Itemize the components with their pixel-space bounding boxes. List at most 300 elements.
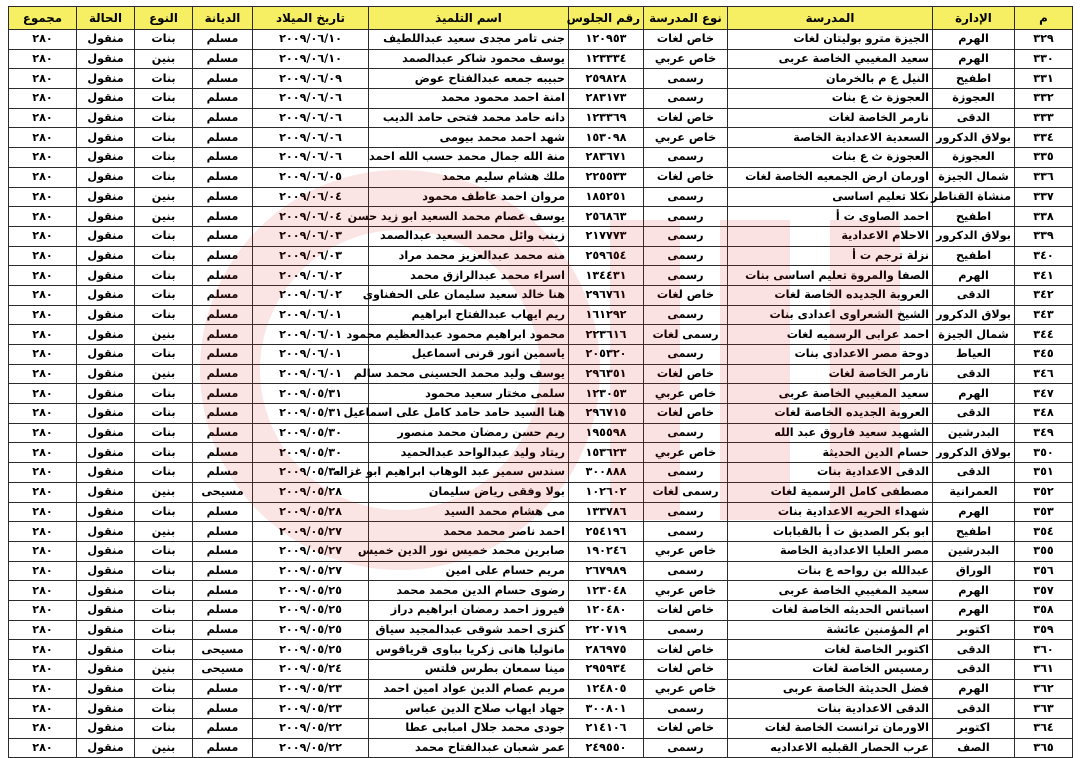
cell-total: ٢٨٠ — [9, 581, 77, 601]
cell-seat-number: ١٣٤٤٣١ — [569, 266, 644, 286]
cell-birth-date: ٢٠٠٩/٠٥/٣١ — [253, 384, 369, 404]
cell-administration: الدقى — [933, 640, 1015, 660]
cell-religion: مسلم — [193, 364, 253, 384]
cell-index: ٣٤٠ — [1015, 246, 1073, 266]
cell-gender: بنات — [135, 384, 193, 404]
cell-status: منقول — [77, 738, 135, 758]
cell-student-name: هنا السيد حامد حامد كامل على اسماعيل — [369, 404, 569, 424]
cell-index: ٣٦٠ — [1015, 640, 1073, 660]
cell-gender: بنات — [135, 226, 193, 246]
cell-seat-number: ١٢٣٠٥٣ — [569, 384, 644, 404]
cell-religion: مسلم — [193, 463, 253, 483]
cell-school-type: خاص عربي — [644, 541, 728, 561]
cell-status: منقول — [77, 541, 135, 561]
cell-school-type: خاص عربي — [644, 384, 728, 404]
cell-religion: مسلم — [193, 226, 253, 246]
cell-school: شهداء الحريه الاعدادية بنات — [728, 502, 933, 522]
cell-administration: الهرم — [933, 600, 1015, 620]
students-table — [8, 6, 1073, 758]
cell-seat-number: ١٢٣٠٤٨ — [569, 581, 644, 601]
cell-total: ٢٨٠ — [9, 226, 77, 246]
cell-school: الجيزة مترو بوليتان لغات — [728, 30, 933, 50]
cell-seat-number: ٢٩٥٩٣٤ — [569, 660, 644, 680]
cell-total: ٢٨٠ — [9, 502, 77, 522]
cell-religion: مسلم — [193, 187, 253, 207]
cell-religion: مسلم — [193, 69, 253, 89]
cell-school-type: رسمى — [644, 187, 728, 207]
cell-religion: مسلم — [193, 108, 253, 128]
cell-school-type: رسمى — [644, 699, 728, 719]
cell-birth-date: ٢٠٠٩/٠٥/٣١ — [253, 404, 369, 424]
cell-religion: مسلم — [193, 167, 253, 187]
cell-administration: شمال الجيزة — [933, 167, 1015, 187]
cell-status: منقول — [77, 522, 135, 542]
cell-birth-date: ٢٠٠٩/٠٥/٢٢ — [253, 738, 369, 758]
cell-school: احمد عرابى الرسميه لغات — [728, 325, 933, 345]
table-row — [9, 285, 1073, 305]
cell-seat-number: ٢٨٣٦٧١ — [569, 148, 644, 168]
table-row — [9, 660, 1073, 680]
cell-seat-number: ٢٨٦٩٧٥ — [569, 640, 644, 660]
cell-seat-number: ٢١٧٧٧٣ — [569, 226, 644, 246]
table-row — [9, 187, 1073, 207]
cell-administration: اكتوبر — [933, 620, 1015, 640]
cell-student-name: منة الله جمال محمد حسب الله احمد — [369, 148, 569, 168]
table-row — [9, 266, 1073, 286]
cell-school: الاحلام الاعدادية — [728, 226, 933, 246]
results-sheet — [8, 6, 1072, 758]
cell-administration: الهرم — [933, 266, 1015, 286]
cell-total: ٢٨٠ — [9, 305, 77, 325]
cell-gender: بنين — [135, 187, 193, 207]
table-row — [9, 30, 1073, 50]
table-row — [9, 246, 1073, 266]
cell-religion: مسلم — [193, 679, 253, 699]
cell-administration: اطفيح — [933, 69, 1015, 89]
col-header-index: م — [1015, 7, 1073, 30]
col-header-religion: الديانة — [193, 7, 253, 30]
table-row — [9, 541, 1073, 561]
table-row — [9, 561, 1073, 581]
cell-gender: بنين — [135, 660, 193, 680]
cell-administration: الدقى — [933, 364, 1015, 384]
cell-total: ٢٨٠ — [9, 167, 77, 187]
cell-student-name: شهد احمد محمد بيومى — [369, 128, 569, 148]
cell-index: ٣٣٢ — [1015, 89, 1073, 109]
cell-gender: بنات — [135, 620, 193, 640]
cell-status: منقول — [77, 325, 135, 345]
cell-birth-date: ٢٠٠٩/٠٦/٠١ — [253, 364, 369, 384]
cell-birth-date: ٢٠٠٩/٠٥/٢٤ — [253, 660, 369, 680]
cell-seat-number: ١٩٥٥٩٨ — [569, 423, 644, 443]
cell-religion: مسلم — [193, 30, 253, 50]
cell-religion: مسلم — [193, 541, 253, 561]
cell-gender: بنات — [135, 285, 193, 305]
cell-school: نارمر الخاصة لغات — [728, 364, 933, 384]
cell-gender: بنات — [135, 443, 193, 463]
cell-religion: مسلم — [193, 128, 253, 148]
cell-index: ٣٣٦ — [1015, 167, 1073, 187]
cell-status: منقول — [77, 167, 135, 187]
cell-status: منقول — [77, 285, 135, 305]
cell-student-name: يوسف وليد محمد الحسينى محمد سالم — [369, 364, 569, 384]
cell-birth-date: ٢٠٠٩/٠٥/٢٥ — [253, 640, 369, 660]
cell-school-type: رسمى — [644, 561, 728, 581]
cell-birth-date: ٢٠٠٩/٠٦/٠٦ — [253, 128, 369, 148]
cell-school-type: رسمى — [644, 345, 728, 365]
cell-seat-number: ٢٩٦٣٥١ — [569, 364, 644, 384]
cell-index: ٣٥٢ — [1015, 482, 1073, 502]
cell-school-type: رسمى — [644, 738, 728, 758]
cell-seat-number: ٢١٤١٠٦ — [569, 719, 644, 739]
cell-index: ٣٣٠ — [1015, 49, 1073, 69]
cell-student-name: جودى محمد جلال امبابى عطا — [369, 719, 569, 739]
cell-student-name: مانوليا هانى زكريا بباوى قرياقوس — [369, 640, 569, 660]
cell-school: احمد الصاوى ت أ — [728, 207, 933, 227]
cell-status: منقول — [77, 384, 135, 404]
cell-religion: مسلم — [193, 305, 253, 325]
cell-status: منقول — [77, 660, 135, 680]
cell-total: ٢٨٠ — [9, 719, 77, 739]
cell-administration: بولاق الدكرور — [933, 305, 1015, 325]
cell-index: ٣٦١ — [1015, 660, 1073, 680]
cell-gender: بنين — [135, 49, 193, 69]
cell-school: العجوزة ث ع بنات — [728, 89, 933, 109]
cell-total: ٢٨٠ — [9, 325, 77, 345]
cell-religion: مسلم — [193, 522, 253, 542]
table-row — [9, 325, 1073, 345]
cell-seat-number: ١٥٣٦٢٣ — [569, 443, 644, 463]
cell-administration: الدقى — [933, 404, 1015, 424]
cell-total: ٢٨٠ — [9, 738, 77, 758]
cell-school: ام المؤمنين عائشة — [728, 620, 933, 640]
col-header-administration: الإدارة — [933, 7, 1015, 30]
cell-school-type: خاص لغات — [644, 167, 728, 187]
cell-total: ٢٨٠ — [9, 345, 77, 365]
cell-total: ٢٨٠ — [9, 148, 77, 168]
col-header-total: مجموع — [9, 7, 77, 30]
cell-birth-date: ٢٠٠٩/٠٦/٠١ — [253, 305, 369, 325]
cell-religion: مسلم — [193, 699, 253, 719]
cell-school-type: رسمى — [644, 148, 728, 168]
cell-birth-date: ٢٠٠٩/٠٦/٠٦ — [253, 148, 369, 168]
cell-student-name: جنى تامر مجدى سعيد عبداللطيف — [369, 30, 569, 50]
table-row — [9, 364, 1073, 384]
cell-status: منقول — [77, 620, 135, 640]
cell-school: نزلة ترجم ت أ — [728, 246, 933, 266]
table-row — [9, 345, 1073, 365]
cell-student-name: رضوى حسام الدين محمد محمد — [369, 581, 569, 601]
cell-school: دوحة مصر الاعدادى بنات — [728, 345, 933, 365]
cell-religion: مسلم — [193, 738, 253, 758]
cell-index: ٣٦٥ — [1015, 738, 1073, 758]
cell-gender: بنات — [135, 640, 193, 660]
cell-school: اكتوبر الخاصة لغات — [728, 640, 933, 660]
cell-student-name: يوسف عصام محمد السعيد ابو زيد حسن — [369, 207, 569, 227]
cell-religion: مسلم — [193, 207, 253, 227]
cell-administration: اطفيح — [933, 522, 1015, 542]
table-row — [9, 404, 1073, 424]
cell-school: مصر العليا الاعدادية الخاصة — [728, 541, 933, 561]
cell-seat-number: ٣٠٠٨٨٨ — [569, 463, 644, 483]
cell-total: ٢٨٠ — [9, 679, 77, 699]
cell-status: منقول — [77, 207, 135, 227]
cell-school-type: رسمى — [644, 246, 728, 266]
cell-birth-date: ٢٠٠٩/٠٥/٢٥ — [253, 581, 369, 601]
cell-school: الشيخ الشعراوى اعدادى بنات — [728, 305, 933, 325]
cell-index: ٣٥١ — [1015, 463, 1073, 483]
cell-status: منقول — [77, 108, 135, 128]
table-row — [9, 226, 1073, 246]
table-row — [9, 719, 1073, 739]
cell-total: ٢٨٠ — [9, 482, 77, 502]
cell-student-name: مريم حسام على امين — [369, 561, 569, 581]
cell-student-name: منه محمد عبدالعزيز محمد مراد — [369, 246, 569, 266]
cell-school-type: خاص لغات — [644, 600, 728, 620]
cell-total: ٢٨٠ — [9, 660, 77, 680]
cell-school-type: خاص عربي — [644, 128, 728, 148]
cell-index: ٣٤٦ — [1015, 364, 1073, 384]
table-row — [9, 600, 1073, 620]
cell-seat-number: ١٨٥٢٥١ — [569, 187, 644, 207]
cell-school: العجوزة ث ع بنات — [728, 148, 933, 168]
cell-administration: اطفيح — [933, 207, 1015, 227]
cell-status: منقول — [77, 305, 135, 325]
cell-total: ٢٨٠ — [9, 699, 77, 719]
cell-gender: بنات — [135, 561, 193, 581]
cell-seat-number: ٢٤٩٥٥٠ — [569, 738, 644, 758]
cell-school-type: خاص عربي — [644, 443, 728, 463]
cell-school: سعيد المغيبي الخاصة عربى — [728, 49, 933, 69]
cell-religion: مسلم — [193, 325, 253, 345]
cell-seat-number: ٢٩٦٧٦١ — [569, 285, 644, 305]
table-row — [9, 167, 1073, 187]
cell-administration: الدقى — [933, 699, 1015, 719]
cell-seat-number: ٢٥٩٦٥٤ — [569, 246, 644, 266]
cell-status: منقول — [77, 463, 135, 483]
cell-birth-date: ٢٠٠٩/٠٦/٠٦ — [253, 108, 369, 128]
cell-status: منقول — [77, 502, 135, 522]
cell-administration: بولاق الدكرور — [933, 443, 1015, 463]
cell-student-name: مروان احمد عاطف محمود — [369, 187, 569, 207]
col-header-school-type: نوع المدرسة — [644, 7, 728, 30]
cell-status: منقول — [77, 246, 135, 266]
cell-status: منقول — [77, 581, 135, 601]
cell-administration: العجوزة — [933, 89, 1015, 109]
cell-gender: بنات — [135, 581, 193, 601]
cell-school: العروبة الجديده الخاصة لغات — [728, 404, 933, 424]
cell-index: ٣٤١ — [1015, 266, 1073, 286]
table-row — [9, 640, 1073, 660]
cell-birth-date: ٢٠٠٩/٠٦/٠٣ — [253, 246, 369, 266]
cell-school-type: رسمى — [644, 502, 728, 522]
cell-administration: بولاق الدكرور — [933, 128, 1015, 148]
cell-status: منقول — [77, 69, 135, 89]
cell-gender: بنين — [135, 364, 193, 384]
cell-total: ٢٨٠ — [9, 561, 77, 581]
col-header-student-name: اسم التلميذ — [369, 7, 569, 30]
cell-administration: العجوزة — [933, 148, 1015, 168]
table-row — [9, 482, 1073, 502]
cell-status: منقول — [77, 561, 135, 581]
cell-school-type: رسمى — [644, 207, 728, 227]
table-row — [9, 108, 1073, 128]
cell-administration: الصف — [933, 738, 1015, 758]
cell-gender: بنين — [135, 482, 193, 502]
cell-gender: بنات — [135, 69, 193, 89]
cell-administration: الدقى — [933, 463, 1015, 483]
cell-religion: مسلم — [193, 443, 253, 463]
table-row — [9, 89, 1073, 109]
cell-total: ٢٨٠ — [9, 69, 77, 89]
cell-school: اسباتس الحديثه الخاصة لغات — [728, 600, 933, 620]
cell-school: العروبة الجديده الخاصة لغات — [728, 285, 933, 305]
cell-gender: بنين — [135, 325, 193, 345]
cell-gender: بنات — [135, 108, 193, 128]
cell-seat-number: ١٥٣٠٩٨ — [569, 128, 644, 148]
cell-status: منقول — [77, 443, 135, 463]
cell-student-name: فيروز احمد رمضان ابراهيم دراز — [369, 600, 569, 620]
cell-index: ٣٥٨ — [1015, 600, 1073, 620]
cell-religion: مسلم — [193, 581, 253, 601]
cell-seat-number: ٣٠٠٨٠١ — [569, 699, 644, 719]
cell-gender: بنات — [135, 266, 193, 286]
cell-status: منقول — [77, 640, 135, 660]
cell-total: ٢٨٠ — [9, 443, 77, 463]
cell-total: ٢٨٠ — [9, 207, 77, 227]
cell-student-name: اسراء محمد عبدالرازق محمد — [369, 266, 569, 286]
cell-student-name: ريم حسن رمضان محمد منصور — [369, 423, 569, 443]
cell-status: منقول — [77, 30, 135, 50]
cell-school: سعيد المغيبي الخاصة عربى — [728, 581, 933, 601]
cell-school-type: رسمى — [644, 226, 728, 246]
cell-student-name: جهاد ايهاب صلاح الدين عباس — [369, 699, 569, 719]
cell-school: الصفا والمروة تعليم اساسى بنات — [728, 266, 933, 286]
cell-school-type: رسمى — [644, 266, 728, 286]
cell-status: منقول — [77, 600, 135, 620]
cell-administration: العمرانية — [933, 482, 1015, 502]
cell-status: منقول — [77, 482, 135, 502]
cell-religion: مسيحى — [193, 482, 253, 502]
cell-total: ٢٨٠ — [9, 640, 77, 660]
cell-index: ٣٥٩ — [1015, 620, 1073, 640]
table-row — [9, 128, 1073, 148]
cell-school: رمسيس الخاصة لغات — [728, 660, 933, 680]
cell-school: عبدالله بن رواحه ع بنات — [728, 561, 933, 581]
cell-birth-date: ٢٠٠٩/٠٦/٠١ — [253, 325, 369, 345]
cell-student-name: زينب وائل محمد السعيد عبدالصمد — [369, 226, 569, 246]
cell-status: منقول — [77, 89, 135, 109]
table-row — [9, 148, 1073, 168]
cell-gender: بنات — [135, 305, 193, 325]
cell-gender: بنات — [135, 423, 193, 443]
cell-student-name: محمود ابراهيم محمود عبدالعظيم محمود — [369, 325, 569, 345]
cell-gender: بنات — [135, 600, 193, 620]
cell-gender: بنات — [135, 463, 193, 483]
cell-gender: بنات — [135, 128, 193, 148]
table-body — [9, 30, 1073, 758]
cell-school-type: رسمى — [644, 620, 728, 640]
cell-administration: العياط — [933, 345, 1015, 365]
cell-school-type: خاص لغات — [644, 364, 728, 384]
cell-administration: الهرم — [933, 384, 1015, 404]
cell-school-type: رسمى — [644, 89, 728, 109]
cell-religion: مسلم — [193, 502, 253, 522]
table-row — [9, 69, 1073, 89]
header-row — [9, 7, 1073, 30]
table-row — [9, 699, 1073, 719]
cell-seat-number: ١٢٠٩٥٣ — [569, 30, 644, 50]
table-row — [9, 620, 1073, 640]
cell-administration: الدقى — [933, 660, 1015, 680]
cell-gender: بنات — [135, 699, 193, 719]
cell-seat-number: ١٦١٢٩٢ — [569, 305, 644, 325]
col-header-status: الحالة — [77, 7, 135, 30]
cell-school-type: خاص عربي — [644, 49, 728, 69]
cell-status: منقول — [77, 423, 135, 443]
cell-total: ٢٨٠ — [9, 522, 77, 542]
cell-seat-number: ١٢٤٨٠٥ — [569, 679, 644, 699]
cell-student-name: احمد ناصر محمد محمد — [369, 522, 569, 542]
cell-gender: بنين — [135, 522, 193, 542]
cell-religion: مسلم — [193, 719, 253, 739]
cell-student-name: سندس سمير عبد الوهاب ابراهيم ابو غزاله — [369, 463, 569, 483]
cell-total: ٢٨٠ — [9, 541, 77, 561]
cell-administration: الوراق — [933, 561, 1015, 581]
cell-student-name: مينا سمعان بطرس فلتس — [369, 660, 569, 680]
cell-gender: بنات — [135, 404, 193, 424]
cell-student-name: بولا وفقى رياض سليمان — [369, 482, 569, 502]
cell-student-name: سلمى مختار سعيد محمود — [369, 384, 569, 404]
cell-school-type: خاص لغات — [644, 404, 728, 424]
cell-religion: مسلم — [193, 246, 253, 266]
table-row — [9, 443, 1073, 463]
cell-administration: الدقى — [933, 108, 1015, 128]
cell-student-name: مريم عصام الدين عواد امين احمد — [369, 679, 569, 699]
cell-total: ٢٨٠ — [9, 187, 77, 207]
cell-student-name: حبيبه جمعه عبدالفتاح عوض — [369, 69, 569, 89]
cell-seat-number: ١٩٠٢٤٦ — [569, 541, 644, 561]
cell-school: الدقى الاعدادية بنات — [728, 699, 933, 719]
cell-index: ٣٥٥ — [1015, 541, 1073, 561]
cell-school: السعدية الاعدادية الخاصة — [728, 128, 933, 148]
cell-administration: شمال الجيزة — [933, 325, 1015, 345]
table-row — [9, 49, 1073, 69]
cell-student-name: كنزى احمد شوقى عبدالمجيد سياق — [369, 620, 569, 640]
cell-status: منقول — [77, 345, 135, 365]
cell-total: ٢٨٠ — [9, 404, 77, 424]
cell-total: ٢٨٠ — [9, 246, 77, 266]
cell-school: حسام الدين الحديثة — [728, 443, 933, 463]
cell-seat-number: ١٢٣٣٣٤ — [569, 49, 644, 69]
cell-gender: بنات — [135, 541, 193, 561]
cell-total: ٢٨٠ — [9, 49, 77, 69]
cell-gender: بنات — [135, 679, 193, 699]
cell-gender: بنات — [135, 502, 193, 522]
col-header-birth-date: تاريخ الميلاد — [253, 7, 369, 30]
cell-birth-date: ٢٠٠٩/٠٥/٢٨ — [253, 482, 369, 502]
cell-total: ٢٨٠ — [9, 384, 77, 404]
cell-index: ٣٣٤ — [1015, 128, 1073, 148]
cell-index: ٣٤٥ — [1015, 345, 1073, 365]
col-header-gender: النوع — [135, 7, 193, 30]
cell-status: منقول — [77, 364, 135, 384]
cell-school-type: رسمى لغات — [644, 325, 728, 345]
cell-administration: الهرم — [933, 502, 1015, 522]
cell-birth-date: ٢٠٠٩/٠٦/١٠ — [253, 30, 369, 50]
cell-religion: مسلم — [193, 49, 253, 69]
cell-index: ٣٤٩ — [1015, 423, 1073, 443]
